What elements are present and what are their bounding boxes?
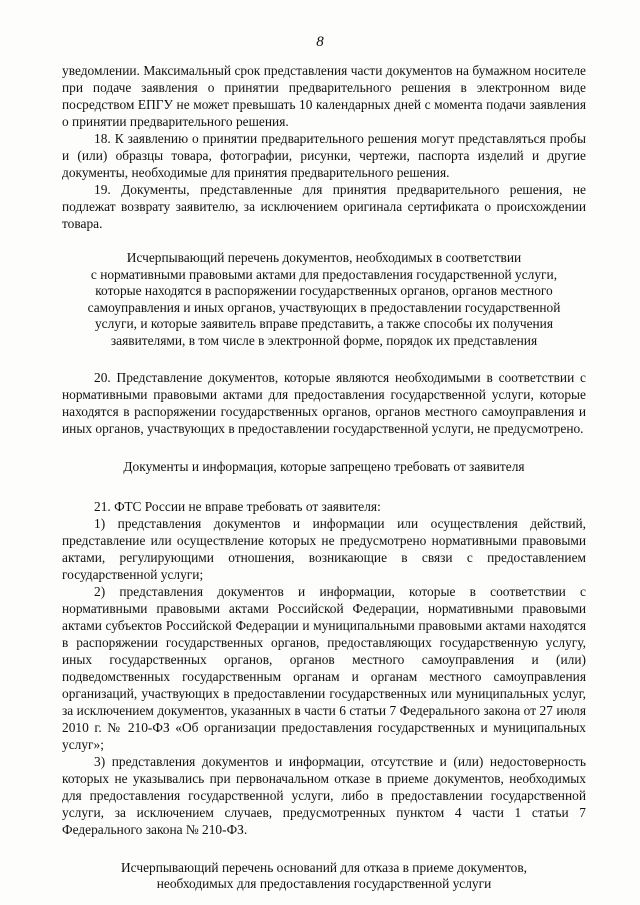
document-body bbox=[62, 62, 586, 893]
section-heading-documents bbox=[62, 250, 586, 349]
paragraph-21: 21. ФТС России не вправе требовать от заявителя: bbox=[94, 498, 381, 514]
heading-line: необходимых для предоставления государственной услуги bbox=[156, 876, 492, 891]
paragraph-21-item-2: 2) представления документов и информации, которые в соответствии с нормативными правовыми актами Российской Федерации, нормативными правовыми актами субъектов Российской Федерации и муниципальными правовыми актами находятся в распоряжении государственных органов, предоставляющих государственную услугу, иных государственных органов, органов местного самоуправления и (или) подведомственных государственным органам и органам местного самоуправления организаций, участвующих в предоставлении государственных или муниципальных услуг, за исключением документов, указанных в части 6 статьи 7 Федерального закона от 27 июля 2010 г. № 210-ФЗ «Об организации предоставления государственных и муниципальных услуг»; bbox=[62, 583, 586, 752]
heading-line: самоуправления и иных органов, участвующих в предоставлении государственной bbox=[87, 299, 561, 315]
heading-line: Исчерпывающий перечень оснований для отказа в приеме документов, bbox=[120, 859, 528, 875]
heading-line: услуги, и которые заявитель вправе представить, а также способы их получения bbox=[94, 316, 554, 331]
section-heading-refusal bbox=[62, 860, 586, 893]
heading-line: заявителями, в том числе в электронной форме, порядок их представления bbox=[110, 332, 538, 348]
heading-line: которые находятся в распоряжении государственных органов, органов местного bbox=[95, 283, 553, 298]
paragraph-19: 19. Документы, представленные для принятия предварительного решения, не подлежат возврату заявителю, за исключением оригинала сертификата о происхождении товара. bbox=[62, 182, 586, 231]
paragraph-21-item-1: 1) представления документов и информации или осуществления действий, представление или осуществление которых не предусмотрено нормативными правовыми актами, регулирующими отношения, возникающие в связи с предоставлением государственной услуги; bbox=[62, 515, 586, 582]
paragraph-18: 18. К заявлению о принятии предварительного решения могут представляться пробы и (или) образцы товара, фотографии, рисунки, чертежи, паспорта изделий и другие документы, необходимые для принятия предварительного решения. bbox=[62, 131, 586, 180]
heading-line: Исчерпывающий перечень документов, необходимых в соответствии bbox=[126, 250, 522, 265]
page-number: 8 bbox=[316, 34, 324, 50]
paragraph-continuation: уведомлении. Максимальный срок представления части документов на бумажном носителе при подаче заявления о принятии предварительного решения в электронном виде посредством ЕПГУ не может превышать 10 календарных дней с момента подачи заявления о принятии предварительного решения. bbox=[62, 63, 586, 129]
paragraph-21-item-3: 3) представления документов и информации, отсутствие и (или) недостоверность которых не указывались при первоначальном отказе в приеме документов, необходимых для предоставления государственной услуги, либо в предоставлении государственной услуги, за исключением случаев, предусмотренных пунктом 4 части 1 статьи 7 Федерального закона № 210-ФЗ. bbox=[62, 753, 586, 837]
paragraph-20: 20. Представление документов, которые являются необходимыми в соответствии с нормативными правовыми актами для предоставления государственной услуги, которые находятся в распоряжении государственных органов, органов местного самоуправления и иных органов, участвующих в предоставлении государственной услуги, не предусмотрено. bbox=[62, 370, 586, 436]
section-heading-prohibited: Документы и информация, которые запрещено требовать от заявителя bbox=[123, 459, 525, 474]
heading-line: с нормативными правовыми актами для предоставления государственной услуги, bbox=[90, 266, 558, 282]
